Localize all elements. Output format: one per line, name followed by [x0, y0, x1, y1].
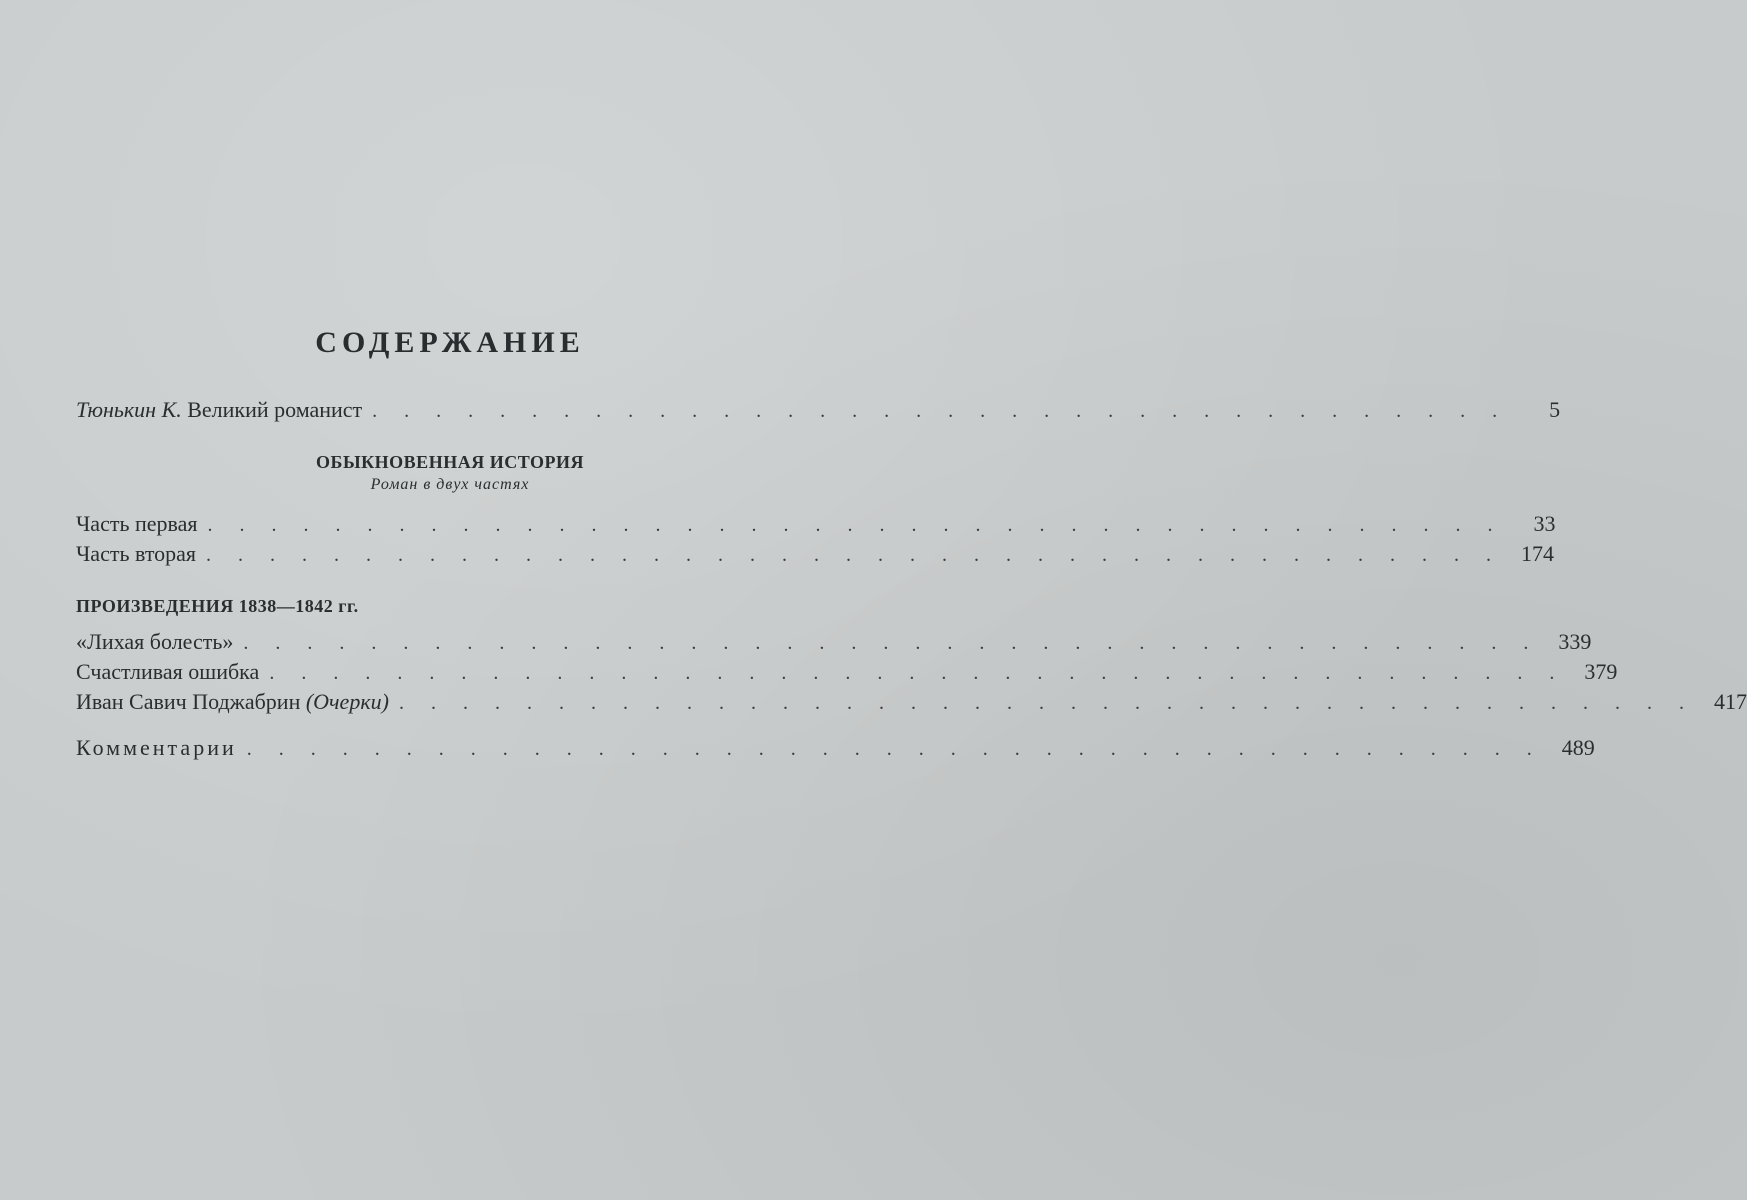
toc-page-number: 417 — [1713, 689, 1747, 714]
page-title: СОДЕРЖАНИЕ — [315, 326, 585, 359]
toc-page-number: 174 — [1521, 541, 1555, 566]
section-subheading: Роман в двух частях — [370, 476, 530, 493]
toc-entry-label: Часть вторая — [76, 541, 197, 566]
toc-entry — [76, 688, 1747, 717]
toc-entry-comments — [76, 734, 1595, 763]
dot-leader: . . . . . . . . . . . . . . . . . . . . . . . . . . . . . . . . . . . . . . . . . — [206, 544, 1503, 566]
toc-entry-label — [76, 396, 372, 424]
toc-entry-title: Иван Савич Поджабрин — [76, 689, 301, 714]
toc-entry — [76, 628, 1592, 657]
dot-leader: . . . . . . . . . . . . . . . . . . . . . . . . . . . . . . . . . . . . . . . . . — [243, 632, 1540, 654]
dot-leader: . . . . . . . . . . . . . . . . . . . . . . . . . . . . . . . . . . . . . . . . . — [398, 692, 1695, 714]
toc-entry-label: Часть первая — [76, 511, 198, 536]
toc-entry-intro — [76, 396, 1561, 425]
toc-entry-label: Счастливая ошибка — [76, 659, 260, 684]
toc-entry-label — [76, 688, 399, 716]
toc-entry-author: Тюнькин К. — [76, 397, 182, 422]
section-heading: ОБЫКНОВЕННАЯ ИСТОРИЯ — [316, 452, 584, 472]
section-heading: ПРОИЗВЕДЕНИЯ 1838—1842 гг. — [76, 596, 359, 616]
toc-page-number: 33 — [1533, 511, 1556, 536]
dot-leader: . . . . . . . . . . . . . . . . . . . . . . . . . . . . . . . . . . . . . . . . . — [269, 662, 1566, 684]
toc-entry-title: Великий романист — [187, 397, 363, 422]
toc-page-number: 379 — [1584, 659, 1618, 684]
dot-leader: . . . . . . . . . . . . . . . . . . . . . . . . . . . . . . . . . . . . — [372, 400, 1509, 422]
toc-entry — [76, 540, 1555, 569]
dot-leader: . . . . . . . . . . . . . . . . . . . . . . . . . . . . . . . . . . . . . . . . . — [207, 514, 1504, 536]
toc-page-number: 5 — [1549, 397, 1561, 422]
toc-entry-note: (Очерки) — [305, 689, 389, 714]
toc-entry-label: «Лихая болесть» — [76, 629, 234, 654]
toc-entry — [76, 658, 1618, 687]
dot-leader: . . . . . . . . . . . . . . . . . . . . . . . . . . . . . . . . . . . . . . . . . — [246, 738, 1543, 760]
toc-page-number: 489 — [1561, 735, 1595, 760]
toc-entry — [76, 510, 1556, 539]
toc-page-number: 339 — [1558, 629, 1592, 654]
toc-entry-label: Комментарии — [76, 735, 237, 760]
